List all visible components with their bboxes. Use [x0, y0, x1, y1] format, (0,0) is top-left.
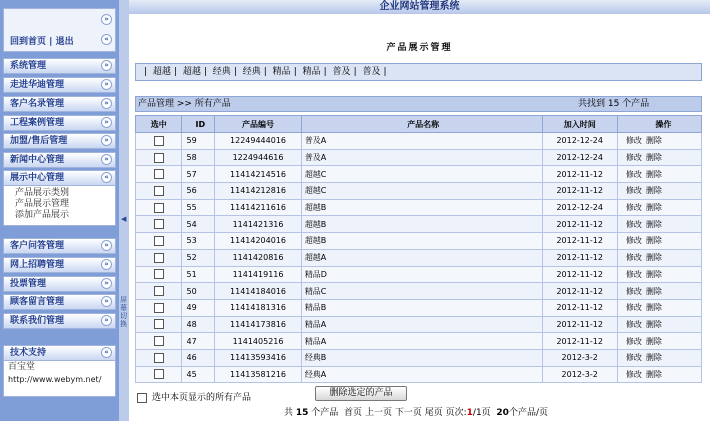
edit-link[interactable]: 修改: [625, 336, 642, 346]
row-checkbox[interactable]: [154, 303, 164, 313]
menu-label: 展示中心管理: [10, 173, 65, 183]
cell-code: 11414181316: [215, 299, 302, 316]
cell-actions: [617, 266, 701, 283]
cell-time: 2012-11-12: [542, 216, 617, 233]
separator: |: [144, 67, 148, 77]
sidebar-splitter[interactable]: [119, 0, 129, 421]
row-checkbox[interactable]: [154, 286, 164, 296]
menu-label: 加盟/售后管理: [10, 136, 68, 146]
row-select-cell: [136, 316, 182, 333]
menu-franchise[interactable]: [3, 133, 116, 149]
col-actions: 操作: [617, 116, 701, 133]
sidebar: [0, 0, 119, 421]
col-select: 选中: [136, 116, 182, 133]
cell-actions: [617, 133, 701, 150]
menu-news[interactable]: [3, 152, 116, 168]
row-select-cell: [136, 266, 182, 283]
edit-link[interactable]: 修改: [625, 286, 642, 296]
separator: |: [353, 67, 357, 77]
menu-contact[interactable]: [3, 313, 116, 329]
delete-link[interactable]: 删除: [645, 236, 662, 246]
delete-link[interactable]: 删除: [645, 203, 662, 213]
col-time: 加入时间: [542, 116, 617, 133]
cell-time: 2012-11-12: [542, 316, 617, 333]
menu-label: 联系我们管理: [10, 316, 65, 326]
cell-time: 2012-11-12: [542, 183, 617, 200]
cell-name: 超越A: [301, 249, 542, 266]
sidebar-top-panel: [3, 8, 116, 52]
table-row: [136, 349, 702, 366]
cell-id: 59: [182, 133, 215, 150]
row-checkbox[interactable]: [154, 186, 164, 196]
cell-code: 1141419116: [215, 266, 302, 283]
cell-code: 11414214516: [215, 166, 302, 183]
separator: |: [383, 67, 387, 77]
cell-name: 超越C: [301, 166, 542, 183]
submenu-item-manage[interactable]: 产品展示管理: [15, 199, 70, 209]
logout-link[interactable]: 退出: [55, 37, 74, 47]
showcase-submenu: [3, 186, 116, 226]
collapse-all-icon[interactable]: «: [101, 34, 112, 45]
support-company: 百宝堂: [8, 362, 36, 372]
separator: |: [203, 67, 207, 77]
select-all-checkbox[interactable]: [137, 393, 147, 403]
cell-code: 11414173816: [215, 316, 302, 333]
support-url[interactable]: http://www.webym.net/: [8, 375, 102, 384]
cell-name: 超越B: [301, 233, 542, 250]
menu-qa[interactable]: [3, 238, 116, 254]
cell-time: 2012-11-12: [542, 249, 617, 266]
table-row: [136, 266, 702, 283]
edit-link[interactable]: 修改: [625, 136, 642, 146]
chevron-down-icon[interactable]: »: [101, 98, 112, 109]
cell-code: 11414212816: [215, 183, 302, 200]
cell-name: 普及A: [301, 149, 542, 166]
cell-actions: [617, 149, 701, 166]
edit-link[interactable]: 修改: [625, 253, 642, 263]
chevron-down-icon[interactable]: »: [101, 259, 112, 270]
edit-link[interactable]: 修改: [625, 319, 642, 329]
row-select-cell: [136, 166, 182, 183]
delete-link[interactable]: 删除: [645, 286, 662, 296]
edit-link[interactable]: 修改: [625, 303, 642, 313]
cell-actions: [617, 366, 701, 383]
row-checkbox[interactable]: [154, 269, 164, 279]
row-checkbox[interactable]: [154, 219, 164, 229]
home-link[interactable]: 回到首页: [10, 37, 47, 47]
cell-name: 精品A: [301, 333, 542, 350]
delete-link[interactable]: 删除: [645, 186, 662, 196]
page-title: 产品展示管理: [386, 43, 453, 53]
menu-messages[interactable]: [3, 294, 116, 310]
main-area: [129, 0, 710, 421]
delete-link[interactable]: 删除: [645, 336, 662, 346]
cell-actions: [617, 166, 701, 183]
separator: |: [323, 67, 327, 77]
delete-link[interactable]: 删除: [645, 153, 662, 163]
category-link[interactable]: 经典: [212, 67, 231, 77]
delete-link[interactable]: 删除: [645, 136, 662, 146]
cell-actions: [617, 349, 701, 366]
row-select-cell: [136, 349, 182, 366]
separator: |: [263, 67, 267, 77]
edit-link[interactable]: 修改: [625, 169, 642, 179]
edit-link[interactable]: 修改: [625, 269, 642, 279]
breadcrumb: 产品管理 >> 所有产品: [138, 99, 231, 109]
cell-time: 2012-11-12: [542, 333, 617, 350]
cell-name: 精品D: [301, 266, 542, 283]
category-link[interactable]: 精品: [302, 67, 321, 77]
menu-label: 系统管理: [10, 61, 47, 71]
cell-name: 精品A: [301, 316, 542, 333]
cell-name: 经典A: [301, 366, 542, 383]
pager-next[interactable]: 下一页: [394, 408, 422, 418]
select-all-label: 选中本页显示的所有产品: [152, 393, 252, 403]
link-separator: |: [49, 37, 56, 47]
cell-code: 12249444016: [215, 133, 302, 150]
edit-link[interactable]: 修改: [625, 153, 642, 163]
row-checkbox[interactable]: [154, 336, 164, 346]
chevron-down-icon[interactable]: »: [101, 79, 112, 90]
row-checkbox[interactable]: [154, 353, 164, 363]
table-body: [136, 133, 702, 383]
row-checkbox[interactable]: [154, 369, 164, 379]
submenu-item-category[interactable]: 产品展示类别: [15, 188, 70, 198]
support-header: [3, 345, 116, 361]
row-select-cell: [136, 183, 182, 200]
menu-label: 投票管理: [10, 279, 47, 289]
cell-id: 56: [182, 183, 215, 200]
table-row: [136, 283, 702, 300]
cell-actions: [617, 316, 701, 333]
chevron-up-icon[interactable]: «: [101, 347, 112, 358]
pager-prev[interactable]: 上一页: [364, 408, 392, 418]
cell-actions: [617, 216, 701, 233]
row-select-cell: [136, 199, 182, 216]
collapse-icon[interactable]: »: [101, 14, 112, 25]
pager-total: 15: [295, 408, 309, 418]
row-select-cell: [136, 233, 182, 250]
edit-link[interactable]: 修改: [625, 219, 642, 229]
delete-link[interactable]: 删除: [645, 169, 662, 179]
separator: |: [173, 67, 177, 77]
cell-name: 超越C: [301, 183, 542, 200]
delete-link[interactable]: 删除: [645, 369, 662, 379]
cell-actions: [617, 233, 701, 250]
cell-code: 11414211616: [215, 199, 302, 216]
delete-link[interactable]: 删除: [645, 269, 662, 279]
cell-time: 2012-11-12: [542, 299, 617, 316]
cell-time: 2012-11-12: [542, 233, 617, 250]
menu-label: 工程案例管理: [10, 118, 65, 128]
row-checkbox[interactable]: [154, 253, 164, 263]
cell-id: 49: [182, 299, 215, 316]
col-id: ID: [182, 116, 215, 133]
table-row: [136, 216, 702, 233]
menu-about[interactable]: [3, 77, 116, 93]
col-code: 产品编号: [215, 116, 302, 133]
row-checkbox[interactable]: [154, 136, 164, 146]
cell-id: 52: [182, 249, 215, 266]
table-row: [136, 199, 702, 216]
pager-text: 页次:: [445, 408, 467, 418]
menu-label: 走进华迪管理: [10, 80, 65, 90]
table-row: [136, 249, 702, 266]
select-all-row: [137, 390, 251, 403]
cell-id: 53: [182, 233, 215, 250]
cell-name: 普及A: [301, 133, 542, 150]
category-link[interactable]: 超越: [182, 67, 201, 77]
pager-current: 1: [466, 408, 473, 418]
delete-link[interactable]: 删除: [645, 353, 662, 363]
menu-system[interactable]: [3, 58, 116, 74]
table-header-row: [136, 116, 702, 133]
chevron-down-icon[interactable]: »: [101, 135, 112, 146]
cell-code: 1141421316: [215, 216, 302, 233]
delete-link[interactable]: 删除: [645, 303, 662, 313]
row-select-cell: [136, 216, 182, 233]
category-link[interactable]: 经典: [242, 67, 261, 77]
submenu-item-add[interactable]: 添加产品展示: [15, 210, 70, 220]
chevron-down-icon[interactable]: »: [101, 60, 112, 71]
menu-label: 网上招聘管理: [10, 260, 65, 270]
splitter-label[interactable]: 屏幕切换: [120, 296, 127, 328]
cell-actions: [617, 299, 701, 316]
cell-id: 57: [182, 166, 215, 183]
row-checkbox[interactable]: [154, 203, 164, 213]
edit-link[interactable]: 修改: [625, 186, 642, 196]
cell-name: 精品C: [301, 283, 542, 300]
cell-id: 47: [182, 333, 215, 350]
support-panel: [3, 361, 116, 397]
category-link[interactable]: 普及: [332, 67, 351, 77]
cell-id: 48: [182, 316, 215, 333]
edit-link[interactable]: 修改: [625, 203, 642, 213]
cell-time: 2012-12-24: [542, 149, 617, 166]
menu-showcase[interactable]: [3, 170, 116, 186]
table-row: [136, 233, 702, 250]
table-row: [136, 299, 702, 316]
chevron-down-icon[interactable]: »: [101, 117, 112, 128]
cell-time: 2012-3-2: [542, 366, 617, 383]
menu-vote[interactable]: [3, 276, 116, 292]
cell-id: 46: [182, 349, 215, 366]
cell-code: 11413593416: [215, 349, 302, 366]
menu-label: 顾客留言管理: [10, 297, 65, 307]
row-checkbox[interactable]: [154, 319, 164, 329]
cell-id: 45: [182, 366, 215, 383]
table-row: [136, 333, 702, 350]
cell-actions: [617, 283, 701, 300]
delete-link[interactable]: 删除: [645, 219, 662, 229]
window-title: 企业网站管理系统: [129, 0, 710, 14]
product-table: [135, 115, 702, 383]
cell-id: 54: [182, 216, 215, 233]
chevron-down-icon[interactable]: »: [101, 315, 112, 326]
support-title: 技术支持: [10, 348, 47, 358]
row-select-cell: [136, 249, 182, 266]
cell-id: 58: [182, 149, 215, 166]
cell-time: 2012-11-12: [542, 166, 617, 183]
pager: [284, 405, 548, 418]
edit-link[interactable]: 修改: [625, 369, 642, 379]
table-row: [136, 316, 702, 333]
arrow-left-icon[interactable]: ◀: [121, 215, 127, 223]
cell-time: 2012-3-2: [542, 349, 617, 366]
menu-label: 新闻中心管理: [10, 155, 65, 165]
table-toolbar: [135, 96, 702, 112]
edit-link[interactable]: 修改: [625, 236, 642, 246]
row-checkbox[interactable]: [154, 153, 164, 163]
cell-code: 1224944616: [215, 149, 302, 166]
cell-actions: [617, 249, 701, 266]
pager-text: 个产品: [311, 408, 339, 418]
chevron-down-icon[interactable]: »: [101, 278, 112, 289]
cell-time: 2012-11-12: [542, 283, 617, 300]
chevron-down-icon[interactable]: »: [101, 296, 112, 307]
cell-id: 50: [182, 283, 215, 300]
separator: |: [293, 67, 297, 77]
col-name: 产品名称: [301, 116, 542, 133]
row-select-cell: [136, 283, 182, 300]
category-link[interactable]: 精品: [272, 67, 291, 77]
category-bar: [135, 63, 702, 81]
cell-id: 55: [182, 199, 215, 216]
cell-name: 精品B: [301, 299, 542, 316]
pager-text: 个产品/页: [508, 408, 548, 418]
table-row: [136, 133, 702, 150]
chevron-down-icon[interactable]: »: [101, 154, 112, 165]
pager-last[interactable]: 尾页: [424, 408, 443, 418]
cell-actions: [617, 333, 701, 350]
delete-link[interactable]: 删除: [645, 253, 662, 263]
menu-label: 客户问答管理: [10, 241, 65, 251]
chevron-down-icon[interactable]: »: [101, 240, 112, 251]
delete-link[interactable]: 删除: [645, 319, 662, 329]
pager-pages: /1页: [472, 408, 491, 418]
table-row: [136, 366, 702, 383]
row-select-cell: [136, 333, 182, 350]
pager-first[interactable]: 首页: [344, 408, 363, 418]
cell-name: 超越B: [301, 199, 542, 216]
cell-name: 经典B: [301, 349, 542, 366]
cell-code: 11413581216: [215, 366, 302, 383]
chevron-up-icon[interactable]: «: [101, 172, 112, 183]
cell-code: 1141405216: [215, 333, 302, 350]
cell-id: 51: [182, 266, 215, 283]
row-checkbox[interactable]: [154, 236, 164, 246]
separator: |: [233, 67, 237, 77]
cell-code: 11414184016: [215, 283, 302, 300]
delete-selected-button[interactable]: 删除选定的产品: [315, 386, 407, 401]
menu-jobs[interactable]: [3, 257, 116, 273]
category-link[interactable]: 超越: [152, 67, 171, 77]
table-row: [136, 183, 702, 200]
table-row: [136, 166, 702, 183]
menu-label: 客户名录管理: [10, 99, 65, 109]
pager-per-page[interactable]: 20: [496, 408, 509, 418]
cell-actions: [617, 183, 701, 200]
category-link[interactable]: 普及: [362, 67, 381, 77]
cell-code: 11414204016: [215, 233, 302, 250]
row-select-cell: [136, 149, 182, 166]
row-select-cell: [136, 299, 182, 316]
row-select-cell: [136, 133, 182, 150]
row-checkbox[interactable]: [154, 169, 164, 179]
edit-link[interactable]: 修改: [625, 353, 642, 363]
menu-clients[interactable]: [3, 96, 116, 112]
row-select-cell: [136, 366, 182, 383]
cell-time: 2012-11-12: [542, 266, 617, 283]
menu-projects[interactable]: [3, 115, 116, 131]
cell-actions: [617, 199, 701, 216]
cell-time: 2012-12-24: [542, 199, 617, 216]
cell-time: 2012-12-24: [542, 133, 617, 150]
cell-name: 超越B: [301, 216, 542, 233]
pager-text: 共: [284, 408, 294, 418]
cell-code: 1141420816: [215, 249, 302, 266]
table-row: [136, 149, 702, 166]
found-count: 共找到 15 个产品: [578, 99, 650, 109]
